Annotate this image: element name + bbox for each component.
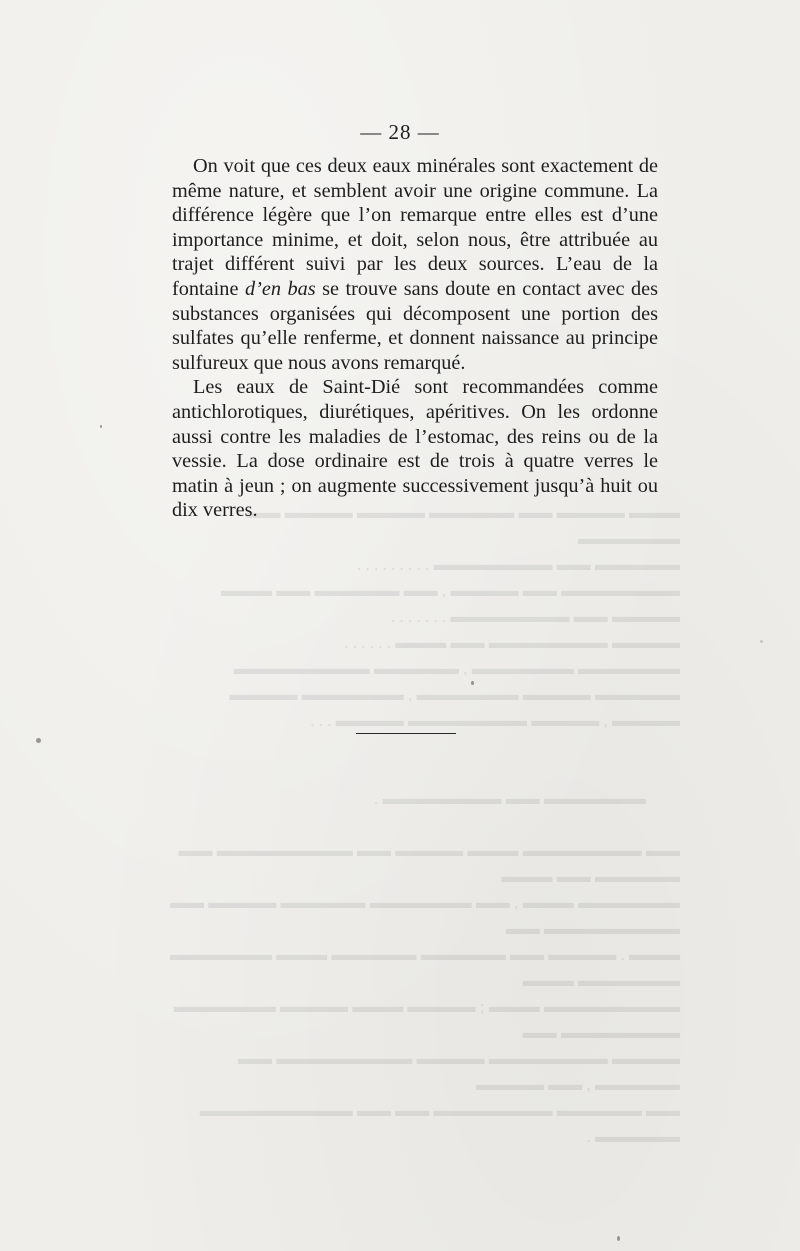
paper-speck (760, 640, 763, 643)
section-divider-rule (356, 733, 456, 734)
reverse-side-bleed-through: ▬▬▬ ▬▬▬▬ ▬▬ ▬▬▬▬▬ ▬▬▬▬ ▬▬▬▬ ▬▬ ▬▬▬▬▬▬ ▬▬▬▬▬ ▬▬ ▬▬▬▬▬▬▬ . . . . . . . . . ▬▬▬▬▬▬▬ ▬▬ ▬▬▬▬ , ▬▬ ▬▬▬▬▬ ▬▬ ▬▬▬ ▬▬▬▬ ▬▬ ▬▬▬▬▬▬▬ . . . . . . . ▬▬▬▬ ▬▬▬▬▬▬▬ ▬▬ ▬▬▬ . . . . . . ▬▬▬▬▬▬ ▬▬▬▬▬▬ , ▬▬▬▬▬ ▬▬▬▬▬▬▬▬ ▬▬▬▬▬ ▬▬▬▬ ▬▬▬▬▬▬ , ▬▬▬▬▬▬ ▬▬▬▬ ▬▬▬▬ , ▬▬▬▬ ▬▬▬▬▬▬▬ ▬▬▬▬ . . . ▬▬▬▬▬▬ ▬▬ ▬▬▬▬▬▬▬ . ▬▬ ▬▬▬▬▬▬▬ ▬▬▬ ▬▬▬▬ ▬▬ ▬▬▬▬▬▬▬▬ ▬▬ ▬▬▬▬▬ ▬▬ ▬▬▬ ▬▬▬▬▬▬ ▬▬▬ , ▬▬ ▬▬▬▬▬▬ ▬▬▬▬▬ ▬▬▬▬ ▬▬ ▬▬▬▬▬▬▬▬ ▬▬ ▬▬▬ . ▬▬▬▬ ▬▬ ▬▬▬▬▬ ▬▬▬▬▬ ▬▬▬ ▬▬▬▬▬▬ ▬▬▬▬▬▬ ▬▬▬ ▬▬▬▬▬▬▬▬ ▬▬▬ ; ▬▬▬▬ ▬▬▬ ▬▬▬▬ ▬▬▬▬▬▬ ▬▬▬▬▬▬▬ ▬▬ ▬▬▬▬ ▬▬▬▬▬▬▬ ▬▬▬▬ ▬▬▬▬▬▬▬▬ ▬▬ ▬▬▬▬▬ , ▬▬ ▬▬▬▬ ▬▬ ▬▬▬▬▬ ▬▬▬▬▬▬▬ ▬▬ ▬▬ ▬▬▬▬▬▬▬▬▬ ▬▬▬▬▬ . (170, 503, 680, 1146)
paper-speck (100, 425, 102, 428)
paragraph-text-continued: se trouve sans doute en contact avec des substances organisées qui décomposent une portion des sulfates qu’elle renferme, et donnent naissance au principe sulfureux que nous avons remarqué. (172, 277, 658, 374)
page-number: — 28 — (360, 120, 440, 144)
paragraph-text: Les eaux de Saint-Dié sont recommandées comme antichlorotiques, diurétiques, apéritives. On les ordonne aussi contre les maladies de l’estomac, des reins ou de la vessie. La dose ordinaire est de trois à quatre verres le matin à jeun ; on augmente successivement jusqu’à huit ou dix verres. (172, 376, 658, 522)
paper-speck (471, 681, 474, 685)
paragraph-text: On voit que ces deux eaux minérales sont exactement de même nature, et semblent avoir une origine commune. La différence légère que l’on remarque entre elles est d’une importance minime, et doit, selon nous, être attribuée au trajet différent suivi par les deux sources. L’eau de la fontaine (172, 155, 658, 300)
body-text (172, 154, 658, 523)
italic-phrase: d’en bas (244, 277, 316, 300)
paper-speck (617, 1236, 620, 1241)
paragraph (172, 154, 658, 375)
paper-speck (36, 738, 41, 743)
paragraph (172, 375, 658, 523)
